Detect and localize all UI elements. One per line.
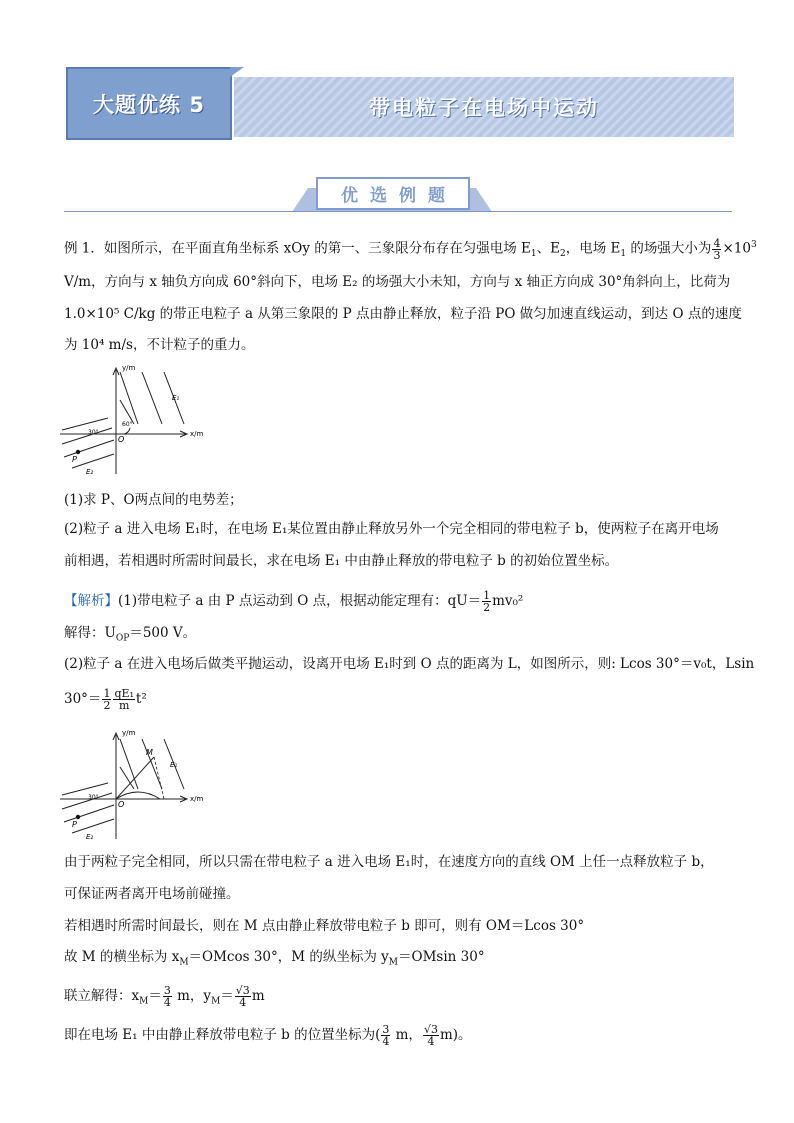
fraction-4-3: $\frac{4}{3}$ <box>713 236 721 262</box>
fig1-x-label: x/m <box>190 430 204 438</box>
solution-line-5: 由于两粒子完全相同，所以只需在带电粒子 a 进入电场 E₁时，在速度方向的直线 OM 上任一点释放粒子 b， <box>64 854 714 870</box>
question-2-line-2: 前相遇，若相遇时所需时间最长，求在电场 E₁ 中由静止释放的带电粒子 b 的初始位置坐标。 <box>64 553 619 569</box>
fig2-E1-label: E₁ <box>170 761 178 769</box>
question-2-line-1: (2)粒子 a 进入电场 E₁时，在电场 E₁某位置由静止释放另外一个完全相同的带电粒子 b，使两粒子在离开电场 <box>64 521 719 537</box>
fig2-x-label: x/m <box>190 795 204 803</box>
fig2-y-label: y/m <box>122 729 136 737</box>
section-title-box <box>316 177 470 210</box>
fig1-P-label: P <box>72 455 77 464</box>
fig2-O-label: O <box>118 800 125 809</box>
solution-line-10: 即在电场 E₁ 中由静止释放带电粒子 b 的位置坐标为( $\frac{3}{4}$ m， $\frac{√3}{4}$ m)。 <box>64 1023 472 1048</box>
fig1-angle-60: 60° <box>122 421 133 428</box>
solution-line-6: 可保证两者离开电场前碰撞。 <box>64 886 240 902</box>
problem-line-3: 1.0×10⁵ C/kg 的带正电粒子 a 从第三象限的 P 点由静止释放，粒子沿 PO 做匀加速直线运动，到达 O 点的速度 <box>64 306 742 322</box>
section-divider <box>64 211 732 212</box>
solution-line-9: 联立解得：$x_M=$ $\frac{3}{4}$ m，$y_M=$ $\frac{√3}{4}$ m <box>64 984 265 1009</box>
point-P-marker <box>76 450 80 454</box>
question-1: (1)求 P、O两点间的电势差； <box>64 492 243 508</box>
fig1-y-label: y/m <box>122 364 136 372</box>
fig1-angle-30: 30° <box>88 429 99 436</box>
banner-notch <box>230 67 244 77</box>
topic-banner-left <box>66 67 232 140</box>
solution-line-2: 解得：$U_{OP}=500$ V。 <box>64 625 197 644</box>
fig1-E1-label: E₁ <box>172 394 180 402</box>
solution-line-3: (2)粒子 a 在进入电场后做类平抛运动，设离开电场 E₁时到 O 点的距离为 L，如图所示，则: Lcos 30°＝v₀t，Lsin <box>64 656 755 672</box>
solution-tag: 【解析】 <box>64 593 118 609</box>
section-title: 优选例题 <box>341 186 457 206</box>
solution-line-8: 故 M 的横坐标为 $x_M=OMcos$ 30°，M 的纵坐标为 $y_M=OMsin$ 30° <box>64 949 485 968</box>
fig1-O-label: O <box>118 435 125 444</box>
topic-banner-right <box>234 77 734 137</box>
fig2-angle-30: 30° <box>88 794 99 801</box>
topic-number: 大题优练 5 <box>93 92 205 117</box>
problem-line-1: 例 1．如图所示，在平面直角坐标系 xOy 的第一、三象限分布存在匀强电场 $E_1$、$E_2$，电场 $E_1$ 的场强大小为 $\frac{4}{3}$ $\times 10^3$ <box>64 236 757 262</box>
problem-line-2: V/m，方向与 x 轴负方向成 60°斜向下，电场 E₂ 的场强大小未知，方向与 x 轴正方向成 30°角斜向上，比荷为 <box>64 274 731 290</box>
topic-title: 带电粒子在电场中运动 <box>369 96 599 120</box>
solution-line-4: 30°＝ $\frac{1}{2}$ $\frac{\text{qE₁}}{m}$ t² <box>64 687 147 712</box>
figure-2-trajectory-diagram <box>58 727 218 845</box>
point-P-marker-2 <box>76 815 80 819</box>
problem-line-4: 为 10⁴ m/s，不计粒子的重力。 <box>64 337 255 353</box>
fig2-P-label: P <box>72 820 77 829</box>
figure-1-field-diagram <box>58 362 218 480</box>
fig1-E2-label: E₂ <box>86 468 94 476</box>
solution-line-7: 若相遇时所需时间最长，则在 M 点由静止释放带电粒子 b 即可，则有 OM＝Lcos 30° <box>64 918 585 934</box>
solution-line-1: 【解析】(1)带电粒子 a 由 P 点运动到 O 点，根据动能定理有：qU＝ $\frac{1}{2}$ mv₀² <box>64 589 524 614</box>
fig2-E2-label: E₂ <box>86 833 94 841</box>
fig2-M-label: M <box>146 748 153 757</box>
